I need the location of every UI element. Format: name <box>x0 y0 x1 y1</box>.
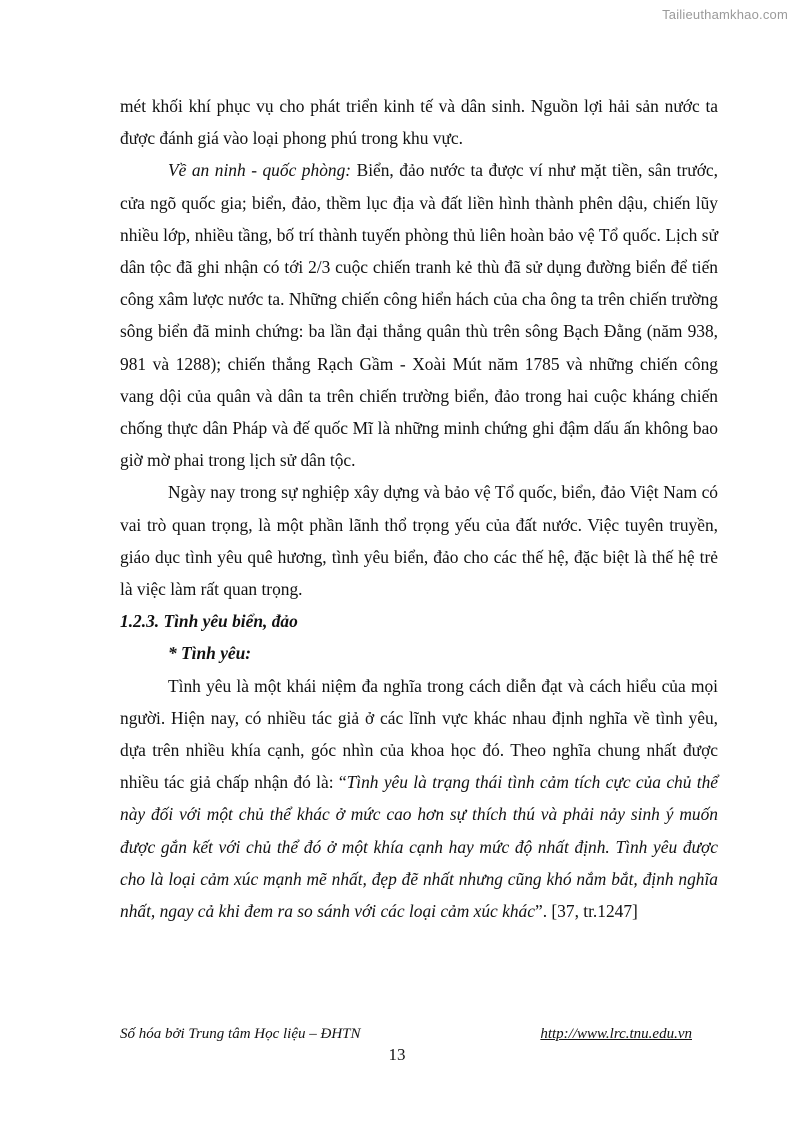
footer-credit: Số hóa bởi Trung tâm Học liệu – ĐHTN <box>120 1026 361 1042</box>
page-number: 13 <box>388 1045 406 1064</box>
paragraph: Ngày nay trong sự nghiệp xây dựng và bảo vệ Tổ quốc, biển, đảo Việt Nam có vai trò quan trọng, là một phần lãnh thổ trọng yếu của đất nước. Việc tuyên truyền, giáo dục tình yêu quê hương, tình yêu biển, đảo cho các thế hệ, đặc biệt là thế hệ trẻ là việc làm rất quan trọng. <box>120 482 718 600</box>
page-body <box>120 90 718 927</box>
paragraph-text: Tình yêu là một khái niệm đa nghĩa trong cách diễn đạt và cách hiểu của mọi người. Hiện nay, có nhiều tác giả ở các lĩnh vực khác nhau định nghĩa về tình yêu, dựa trên nhiều khía cạnh, góc nhìn của khoa học đó. Theo nghĩa chung nhất được nhiều tác giả chấp nhận đó là: “ <box>120 675 718 793</box>
footer-link[interactable]: http://www.lrc.tnu.edu.vn <box>540 1026 692 1042</box>
quotation: Tình yêu là trạng thái tình cảm tích cực của chủ thể này đối với một chủ thể khác ở mức cao hơn sự thích thú và phải nảy sinh ý muốn được gắn kết với chủ thể đó ở một khía cạnh hay mức độ nhất định. Tình yêu được cho là loại cảm xúc mạnh mẽ nhất, đẹp đẽ nhất nhưng cũng khó nắm bắt, định nghĩa nhất, ngay cả khi đem ra so sánh với các loại cảm xúc khác <box>120 772 719 922</box>
subsection-heading: * Tình yêu: <box>168 643 252 664</box>
paragraph-security-defense <box>120 154 718 476</box>
watermark: Tailieuthamkhao.com <box>662 7 788 22</box>
paragraph-text: Biển, đảo nước ta được ví như mặt tiền, sân trước, cửa ngõ quốc gia; biển, đảo, thềm lục địa và đất liền hình thành phên dậu, chiến lũy nhiều lớp, nhiều tầng, bố trí thành tuyến phòng thủ liên hoàn bảo vệ Tổ quốc. Lịch sử dân tộc đã ghi nhận có tới 2/3 cuộc chiến tranh kẻ thù đã sử dụng đường biển để tiến công xâm lược nước ta. Những chiến công hiển hách của cha ông ta trên chiến trường sông biển đã minh chứng: ba lần đại thắng quân thù trên sông Bạch Đằng (năm 938, 981 và 1288); chiến thắng Rạch Gầm - Xoài Mút năm 1785 và những chiến công vang dội của quân và dân ta trên chiến trường biển, đảo trong hai cuộc kháng chiến chống thực dân Pháp và đế quốc Mĩ là những minh chứng ghi đậm dấu ấn không bao giờ mờ phai trong lịch sử dân tộc. <box>120 160 718 471</box>
paragraph: mét khối khí phục vụ cho phát triển kinh tế và dân sinh. Nguồn lợi hải sản nước ta được đánh giá vào loại phong phú trong khu vực. <box>120 96 718 149</box>
paragraph-love-definition <box>120 670 718 928</box>
paragraph-label: Về an ninh - quốc phòng: <box>168 160 352 181</box>
citation: ”. [37, tr.1247] <box>534 901 638 922</box>
section-heading: 1.2.3. Tình yêu biển, đảo <box>120 611 298 632</box>
